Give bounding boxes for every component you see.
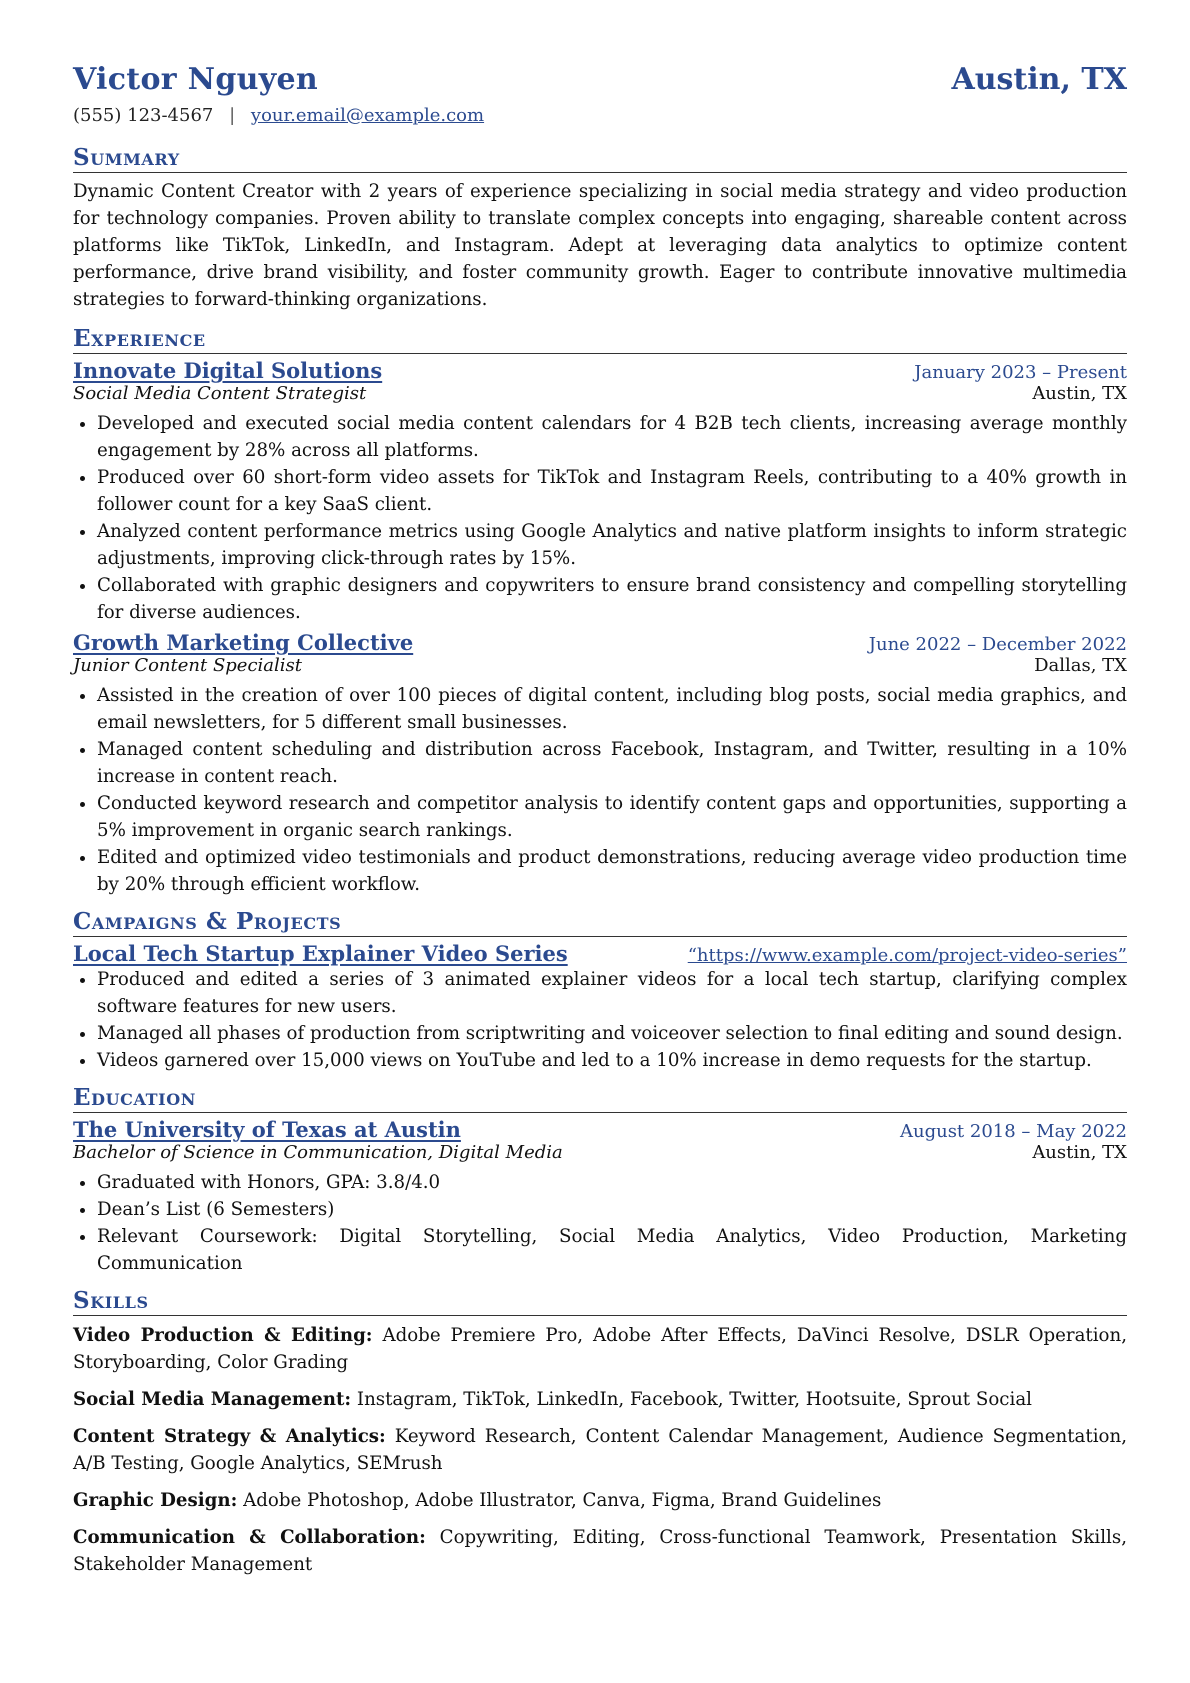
skill-values: Copywriting, Editing, Cross-functional Teamwork, Presentation Skills, Stakeholder Management — [73, 1527, 1127, 1575]
bullet-list — [73, 682, 1127, 898]
project-name[interactable]: Local Tech Startup Explainer Video Series — [73, 941, 568, 966]
list-item: • Assisted in the creation of over 100 pieces of digital content, including blog posts, social media graphics, and email newsletters, for 5 different small businesses. — [97, 682, 1127, 736]
skill-values: Adobe Premiere Pro, Adobe After Effects, DaVinci Resolve, DSLR Operation, Storyboarding, Color Grading — [73, 1325, 1127, 1373]
list-item: • Graduated with Honors, GPA: 3.8/4.0 — [97, 1169, 1127, 1196]
skill-values: Adobe Photoshop, Adobe Illustrator, Canva, Figma, Brand Guidelines — [243, 1490, 882, 1511]
contact-separator: | — [229, 105, 236, 126]
list-item: • Conducted keyword research and competitor analysis to identify content gaps and opportunities, supporting a 5% improvement in organic search rankings. — [97, 790, 1127, 844]
job-role: Social Media Content Strategist — [73, 383, 367, 404]
education-dates: August 2018 – May 2022 — [899, 1121, 1127, 1142]
section-title-projects: Campaigns & Projects — [73, 908, 1127, 937]
skill-values: Instagram, TikTok, LinkedIn, Facebook, Twitter, Hootsuite, Sprout Social — [356, 1389, 1032, 1410]
project-entry — [73, 941, 1127, 1074]
email-link[interactable]: your.email@example.com — [250, 105, 485, 126]
list-item: • Analyzed content performance metrics using Google Analytics and native platform insights to inform strategic adjustments, improving click-through rates by 15%. — [97, 518, 1127, 572]
list-item: • Edited and optimized video testimonials and product demonstrations, reducing average video production time by 20% through efficient workflow. — [97, 844, 1127, 898]
summary-text: Dynamic Content Creator with 2 years of experience specializing in social media strategy and video production for technology companies. Proven ability to translate complex concepts into engaging, shareable content across platforms like TikTok, LinkedIn, and Instagram. Adept at leveraging data analytics to optimize content performance, drive brand visibility, and foster community growth. Eager to contribute innovative multimedia strategies to forward-thinking organizations. — [73, 181, 1127, 310]
section-title-summary: Summary — [73, 144, 1127, 173]
list-item: • Relevant Coursework: Digital Storytelling, Social Media Analytics, Video Production, Marketing Communication — [97, 1223, 1127, 1277]
entry-subheader-row — [73, 383, 1127, 404]
entry-subheader-row — [73, 1142, 1127, 1163]
employment-dates: January 2023 – Present — [914, 362, 1127, 383]
school-name[interactable]: The University of Texas at Austin — [73, 1117, 461, 1142]
company-name[interactable]: Growth Marketing Collective — [73, 630, 414, 655]
list-item: • Collaborated with graphic designers and copywriters to ensure brand consistency and compelling storytelling for diverse audiences. — [97, 572, 1127, 626]
experience-entry — [73, 358, 1127, 626]
company-name[interactable]: Innovate Digital Solutions — [73, 358, 383, 383]
bullet-list — [73, 410, 1127, 626]
bullet-list — [73, 1169, 1127, 1277]
section-title-skills: Skills — [73, 1287, 1127, 1316]
experience-entry — [73, 630, 1127, 898]
entry-header-row — [73, 941, 1127, 966]
entry-header-row — [73, 358, 1127, 383]
candidate-name: Victor Nguyen — [73, 62, 318, 97]
project-link[interactable]: “https://www.example.com/project-video-series” — [687, 945, 1127, 966]
entry-header-row — [73, 630, 1127, 655]
skill-values: Keyword Research, Content Calendar Management, Audience Segmentation, A/B Testing, Google Analytics, SEMrush — [73, 1426, 1127, 1474]
candidate-location: Austin, TX — [951, 62, 1127, 97]
list-item: • Produced over 60 short-form video assets for TikTok and Instagram Reels, contributing to a 40% growth in follower count for a key SaaS client. — [97, 464, 1127, 518]
job-role: Junior Content Specialist — [73, 655, 303, 676]
list-item: • Developed and executed social media content calendars for 4 B2B tech clients, increasing average monthly engagement by 28% across all platforms. — [97, 410, 1127, 464]
resume-header — [73, 62, 1127, 97]
skill-line — [73, 1487, 1127, 1514]
employment-dates: June 2022 – December 2022 — [868, 634, 1127, 655]
job-location: Dallas, TX — [1034, 655, 1127, 676]
skill-category: Graphic Design: — [73, 1490, 238, 1511]
list-item: • Produced and edited a series of 3 animated explainer videos for a local tech startup, clarifying complex software features for new users. — [97, 966, 1127, 1020]
skill-category: Content Strategy & Analytics: — [73, 1426, 386, 1447]
section-title-experience: Experience — [73, 325, 1127, 354]
phone-number: (555) 123-4567 — [73, 105, 214, 126]
list-item: • Videos garnered over 15,000 views on YouTube and led to a 10% increase in demo requests for the startup. — [97, 1047, 1127, 1074]
resume-page — [73, 62, 1127, 1578]
skill-line — [73, 1524, 1127, 1578]
skill-line — [73, 1423, 1127, 1477]
list-item: • Dean’s List (6 Semesters) — [97, 1196, 1127, 1223]
contact-line — [73, 105, 1127, 126]
job-location: Austin, TX — [1032, 383, 1127, 404]
degree-name: Bachelor of Science in Communication, Digital Media — [73, 1142, 563, 1163]
list-item: • Managed all phases of production from scriptwriting and voiceover selection to final editing and sound design. — [97, 1020, 1127, 1047]
education-entry — [73, 1117, 1127, 1277]
skill-line — [73, 1386, 1127, 1413]
list-item: • Managed content scheduling and distribution across Facebook, Instagram, and Twitter, resulting in a 10% increase in content reach. — [97, 736, 1127, 790]
entry-header-row — [73, 1117, 1127, 1142]
skill-line — [73, 1322, 1127, 1376]
section-title-education: Education — [73, 1084, 1127, 1113]
skill-category: Communication & Collaboration: — [73, 1527, 426, 1548]
skill-category: Video Production & Editing: — [73, 1325, 373, 1346]
entry-subheader-row — [73, 655, 1127, 676]
skill-category: Social Media Management: — [73, 1389, 352, 1410]
school-location: Austin, TX — [1032, 1142, 1127, 1163]
bullet-list — [73, 966, 1127, 1074]
